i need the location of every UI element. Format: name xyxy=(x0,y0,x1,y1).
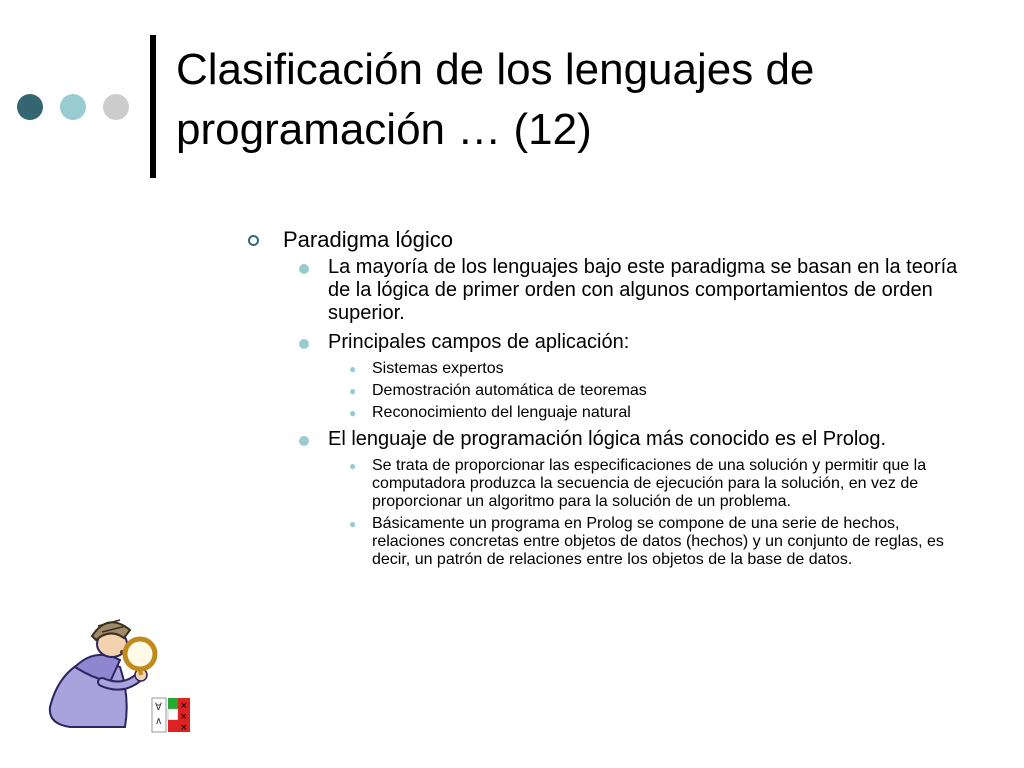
bullet-level2 xyxy=(248,331,958,354)
title-divider-bar xyxy=(150,35,156,178)
slide-title-line2: programación … (12) xyxy=(176,105,592,154)
slide-body xyxy=(248,226,958,575)
bullet-text: El lenguaje de programación lógica más conocido es el Prolog. xyxy=(328,428,887,450)
svg-text:∀: ∀ xyxy=(155,702,162,713)
bullet-text: Principales campos de aplicación: xyxy=(328,331,630,353)
svg-text:×: × xyxy=(180,701,188,711)
decorative-dot-light xyxy=(103,94,129,120)
sub-bullet-text: Se trata de proporcionar las especificaciones de una solución y permitir que la computadora produzca la secuencia de ejecución para la solución, en vez de proporcionar un algoritmo para la solución de un problema. xyxy=(372,457,927,510)
sub-bullet-text: Sistemas expertos xyxy=(372,360,504,377)
dot-bullet-icon xyxy=(299,339,309,349)
sub-bullet-text: Demostración automática de teoremas xyxy=(372,382,647,399)
small-dot-bullet-icon: ● xyxy=(349,459,357,473)
bullet-level3 xyxy=(248,404,958,422)
sub-bullet-text: Reconocimiento del lenguaje natural xyxy=(372,404,631,421)
small-dot-bullet-icon: ● xyxy=(349,362,357,376)
bullet-level2 xyxy=(248,428,958,451)
small-dot-bullet-icon: ● xyxy=(349,406,357,420)
svg-text:×: × xyxy=(180,723,188,733)
dot-bullet-icon xyxy=(299,264,309,274)
bullet-level3 xyxy=(248,457,958,511)
bullet-text: La mayoría de los lenguajes bajo este paradigma se basan en la teoría de la lógica de primer orden con algunos comportamientos de orden superior. xyxy=(328,256,958,324)
ring-bullet-icon xyxy=(248,235,259,246)
small-dot-bullet-icon: ● xyxy=(349,384,357,398)
sub-bullet-list xyxy=(248,457,958,569)
bullet-level3 xyxy=(248,382,958,400)
section-heading: Paradigma lógico xyxy=(283,227,453,252)
sub-bullet-list xyxy=(248,360,958,422)
slide-title xyxy=(176,40,996,160)
svg-text:×: × xyxy=(180,712,188,722)
slide-title-line1: Clasificación de los lenguajes de xyxy=(176,45,815,94)
decorative-dot-dark xyxy=(17,94,43,120)
bullet-level3 xyxy=(248,515,958,569)
dot-bullet-icon xyxy=(299,436,309,446)
sub-bullet-text: Básicamente un programa en Prolog se compone de una serie de hechos, relaciones concretas entre objetos de datos (hechos) y un conjunto de reglas, es decir, un patrón de relaciones entre los objetos de la base de datos. xyxy=(372,515,944,568)
small-dot-bullet-icon: ● xyxy=(349,517,357,531)
bullet-level3 xyxy=(248,360,958,378)
decorative-dot-mid xyxy=(60,94,86,120)
svg-text:∧: ∧ xyxy=(155,716,163,727)
bullet-level1 xyxy=(248,226,958,253)
bullet-level2 xyxy=(248,256,958,325)
detective-magnifier-icon xyxy=(40,612,200,737)
